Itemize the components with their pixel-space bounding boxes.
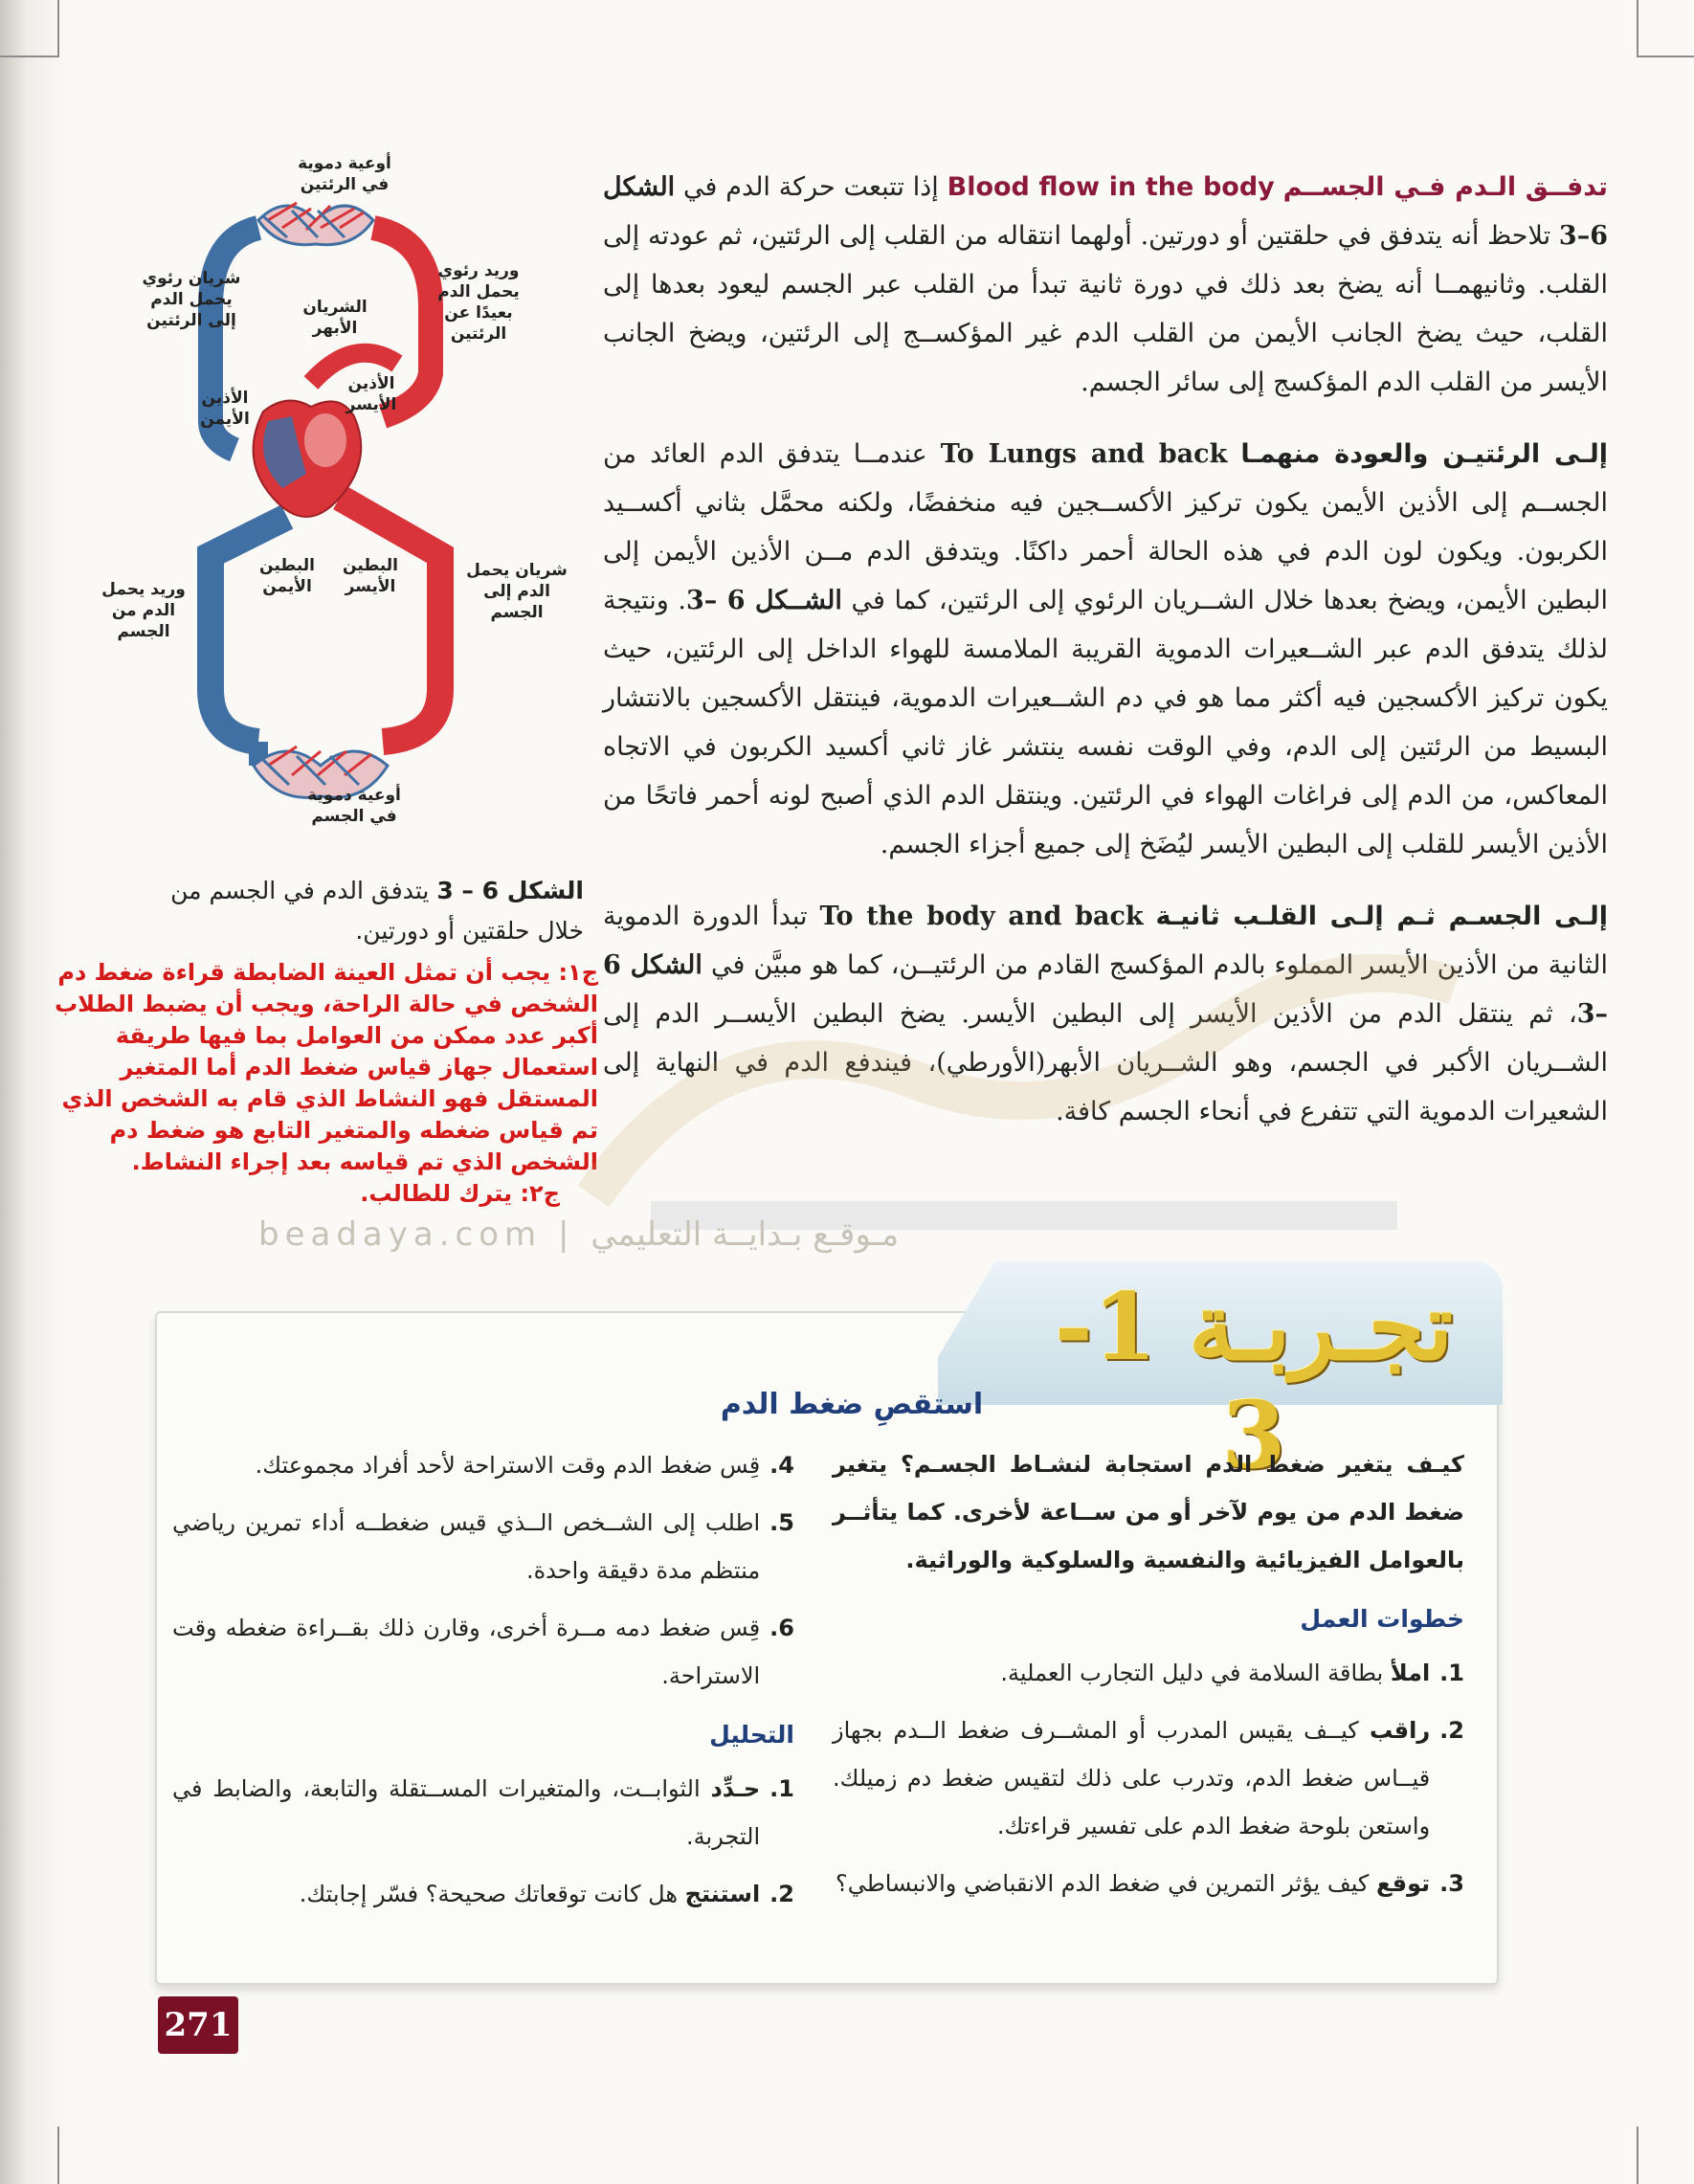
step-keyword: املأ: [1390, 1660, 1431, 1686]
crop-mark: [1637, 0, 1638, 57]
label-pulmonary-artery: شريان رئوي يحمل الدم إلى الرئتين: [142, 269, 241, 330]
circulation-illustration: [67, 153, 584, 852]
heading-blood-flow: تدفــق الـدم فـي الجســم: [1282, 172, 1608, 202]
paragraph-text: تلاحظ أنه يتدفق في حلقتين أو دورتين. أولهما انتقاله من القلب إلى الرئتين، ثم عودته إلى القلب. وثانيهمــا أنه يضخ بعد ذلك في دورة ثانية تبدأ من القلب عبر الجسم ليعود بعدها إلى القلب، حيث يضخ الجانب الأيمن من القلب الدم غير المؤكســج إلى الرئتين، ويضخ الجانب الأيسر من القلب الدم المؤكسج إلى سائر الجسم.: [603, 221, 1608, 397]
paragraph-text: ، ثم ينتقل الدم من الأذين الأيسر إلى البطين الأيسر. يضخ البطين الأيســر الدم إلى الشــريان الأكبر في الجسم، وهو الشــريان الأبهر(الأورطي)، فيندفع الدم في النهاية إلى الشعيرات الدموية التي تتفرع في أنحاء الجسم كافة.: [603, 999, 1608, 1126]
figure-ref: الشــكل 6 –3: [685, 586, 842, 615]
paragraph-text: عندمــا يتدفق الدم العائد من الجســم إلى الأذين الأيمن يكون تركيز الأكســجين فيه منخفضًا، ولكنه محمَّل بثاني أكســيد الكربون. ويكون لون الدم في هذه الحالة أحمر داكنًا. ويتدفق الدم مــن الأذين الأيمن إلى البطين الأيمن، ويضخ بعدها خلال الشــريان الرئوي إلى الرئتين، كما في: [603, 439, 1608, 615]
lung-capillaries: [258, 203, 373, 245]
step-number: 3.: [1439, 1870, 1464, 1897]
paragraph-text: إذا تتبعت حركة الدم في: [683, 172, 939, 202]
crop-mark: [57, 0, 59, 57]
step-text: اطلب إلى الشــخص الــذي قيس ضغطــه أداء تمرين رياضي منتظم مدة دقيقة واحدة.: [172, 1509, 761, 1584]
lab-intro-rest: من يوم لآخر أو من ســاعة لأخرى. كما يتأثــر بالعوامل الفيزيائية والنفسية والسلوكية والوراثية.: [833, 1499, 1464, 1573]
label-vein-body: وريد يحمل الدم من الجسم: [101, 580, 186, 641]
step-item: [833, 1706, 1464, 1850]
lab-intro-question: كيـف يتغير ضغط الدم استجابة لنشـاط الجسـم؟ يتغير ضغط الدم: [833, 1451, 1464, 1526]
heading-to-lungs: إلـى الرئتيـن والعودة منهمـا: [1240, 439, 1608, 469]
heading-to-body-en: To the body and back: [819, 902, 1144, 931]
caption-text: يتدفق الدم في الجسم من خلال حلقتين أو دورتين.: [170, 877, 584, 945]
step-number: 2.: [769, 1881, 794, 1907]
answer-1: ج١: يجب أن تمثل العينة الضابطة قراءة ضغط دم الشخص في حالة الراحة، ويجب أن يضبط الطلاب أكبر عدد ممكن من العوامل بما فيها طريقة استعمال جهاز قياس ضغط الدم أما المتغير المستقل فهو النشاط الذي قام به الشخص الذي تم قياس ضغطه والمتغير التابع هو ضغط دم الشخص الذي تم قياسه بعد إجراء النشاط.: [55, 959, 598, 1175]
heading-to-lungs-en: To Lungs and back: [940, 439, 1228, 469]
label-right-atrium: الأذين الأيمن: [200, 389, 250, 429]
paragraph-blood-flow: [603, 163, 1608, 407]
paragraph-text: تبدأ الدورة الدموية الثانية من الأذين الأيسر المملوء بالدم المؤكسج القادم من الرئتيــن، كما هو مبيَّن في: [603, 902, 1608, 980]
label-left-atrium: الأذين الأيسر: [345, 374, 397, 414]
circulation-diagram: [67, 153, 584, 852]
step-item: [833, 1860, 1464, 1907]
step-number: 5.: [769, 1509, 794, 1536]
crop-mark: [0, 56, 57, 57]
step-item: [172, 1441, 794, 1489]
step-text: قِس ضغط دمه مــرة أخرى، وقارن ذلك بقــراءة ضغطه وقت الاستراحة.: [172, 1615, 761, 1689]
label-lung-vessels: أوعية دموية في الرئتين: [298, 154, 391, 194]
step-number: 4.: [769, 1452, 794, 1479]
crop-mark: [57, 2127, 59, 2184]
aorta-body-vessel: [340, 498, 440, 742]
step-text: كيف يؤثر التمرين في ضغط الدم الانقباضي والانبساطي؟: [835, 1870, 1370, 1897]
lab-left-column: [172, 1436, 794, 1928]
label-pulmonary-vein: وريد رئوي يحمل الدم بعيدًا عن الرئتين: [437, 261, 520, 344]
lab-right-column: [833, 1440, 1464, 1917]
analysis-item: [172, 1870, 794, 1918]
label-left-ventricle: البطين الأيسر: [343, 556, 398, 596]
step-number: 2.: [1439, 1717, 1464, 1744]
answer-2: ج٢: يترك للطالب.: [360, 1180, 560, 1207]
steps-heading: خطوات العمل: [1300, 1605, 1464, 1633]
step-text: هل كانت توقعاتك صحيحة؟ فسّر إجابتك.: [299, 1881, 679, 1907]
label-artery-body: شريان يحمل الدم إلى الجسم: [466, 561, 568, 622]
paragraph-text: . ونتيجة لذلك يتدفق الدم عبر الشــعيرات الدموية القريبة الملامسة للهواء الداخل إلى الرئتين، حيث يكون تركيز الأكسجين فيه أكثر مما هو في دم الشــعيرات الدموية، فينتقل الأكسجين بالانتشار البسيط من الرئتين إلى الدم، وفي الوقت نفسه ينتشر غاز ثاني أكسيد الكربون في الاتجاه المعاكس، من الدم إلى فراغات الهواء في الرئتين. وينتقل الدم الذي أصبح لونه أحمر فاتحًا من الأذين الأيسر للقلب إلى البطين الأيسر ليُضَخ إلى جميع أجزاء الجسم.: [603, 586, 1608, 859]
lab-subtitle: استقصِ ضغط الدم: [720, 1388, 984, 1421]
step-item: [172, 1604, 794, 1700]
heading-to-body: إلـى الجسـم ثـم إلـى القلـب ثانيـة: [1155, 902, 1608, 931]
step-text: قِس ضغط الدم وقت الاستراحة لأحد أفراد مجموعتك.: [255, 1452, 761, 1479]
crop-mark: [1638, 56, 1694, 57]
step-text: الثوابــت، والمتغيرات المســتقلة والتابعة، والضابط في التجربة.: [172, 1775, 761, 1850]
step-number: 1.: [769, 1775, 794, 1802]
lab-title: تجـربـة 1-3: [1054, 1273, 1454, 1489]
step-text: كيــف يقيس المدرب أو المشــرف ضغط الــدم بجهاز قيــاس ضغط الدم، وتدرب على ذلك لتقيس ضغط دم زميلك. واستعن بلوحة ضغط الدم على تفسير قراءتك.: [833, 1717, 1431, 1839]
page-number: 271: [158, 1996, 238, 2054]
lab-intro: [833, 1440, 1464, 1584]
figure-caption: [134, 871, 584, 951]
crop-mark: [1637, 2127, 1638, 2184]
step-number: 1.: [1439, 1660, 1464, 1686]
label-body-vessels: أوعية دموية في الجسم: [307, 786, 401, 826]
teacher-answer: [38, 957, 598, 1210]
watermark-logo: [536, 909, 1493, 1235]
analysis-heading: التحليل: [709, 1721, 794, 1749]
figure-ref: الشكل 6 –3: [603, 950, 1608, 1029]
step-number: 6.: [769, 1615, 794, 1641]
caption-label: الشكل 6 – 3: [436, 877, 584, 904]
step-keyword: راقب: [1370, 1717, 1431, 1744]
label-right-ventricle: البطين الأيمن: [259, 556, 315, 596]
step-item: [172, 1499, 794, 1594]
body-vein-vessel: [211, 517, 287, 742]
figure-ref: الشكل 6–3: [603, 172, 1608, 251]
label-aorta: الشريان الأبهر: [302, 298, 368, 338]
step-keyword: حـدِّد: [710, 1775, 761, 1802]
step-keyword: توقع: [1376, 1870, 1431, 1897]
step-keyword: استنتج: [684, 1881, 761, 1907]
step-text: بطاقة السلامة في دليل التجارب العملية.: [1000, 1660, 1384, 1686]
step-item: [833, 1649, 1464, 1697]
watermark-text: beadaya.com | مـوقـع بـدايــة التعليمي: [258, 1215, 900, 1254]
paragraph-to-lungs: [603, 430, 1608, 869]
heading-blood-flow-en: Blood flow in the body: [947, 172, 1275, 202]
analysis-item: [172, 1765, 794, 1861]
